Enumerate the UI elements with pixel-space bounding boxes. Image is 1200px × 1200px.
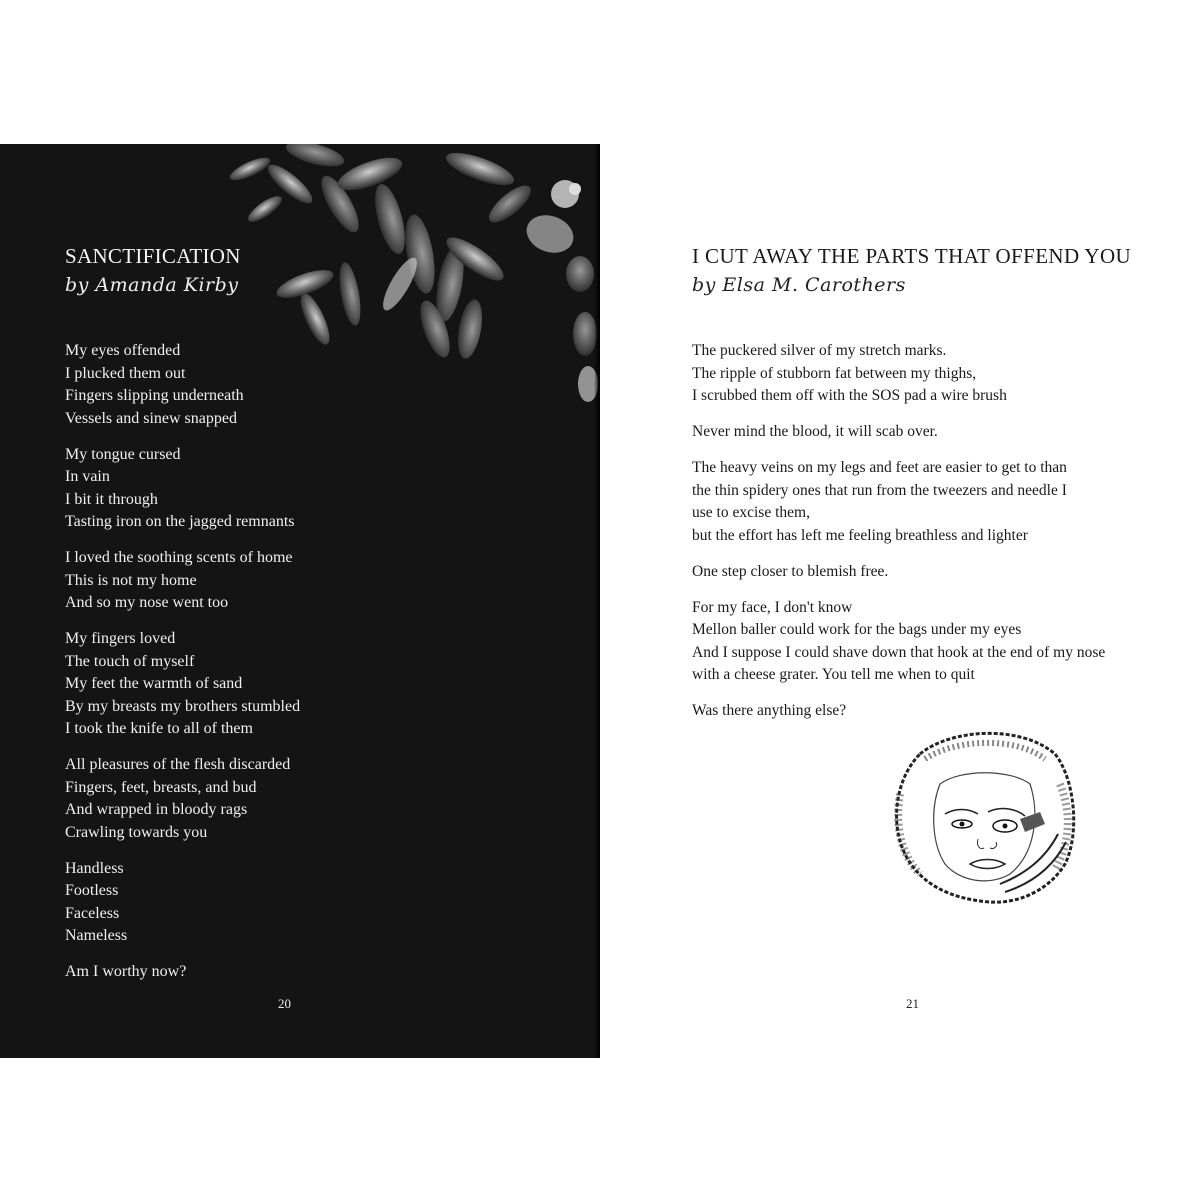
left-page — [0, 144, 600, 1058]
poem-line: Nameless — [65, 927, 128, 944]
stanza — [65, 340, 365, 430]
poem-line: My feet the warmth of sand — [65, 675, 243, 692]
poem-line: with a cheese grater. You tell me when to quit — [692, 666, 975, 683]
poem-line: I plucked them out — [65, 364, 186, 382]
poem-line: My fingers loved — [65, 630, 176, 647]
poem-line: One step closer to blemish free. — [692, 562, 889, 580]
poem-line: Mellon baller could work for the bags under my eyes — [692, 621, 1022, 638]
stanza — [692, 457, 1152, 547]
poem-line: Footless — [65, 882, 119, 899]
poem-line: In vain — [65, 468, 110, 485]
poem-line: Never mind the blood, it will scab over. — [692, 423, 938, 440]
poem-line: Am I worthy now? — [65, 963, 187, 980]
poem-line: And wrapped in bloody rags — [65, 801, 248, 818]
stanza — [65, 547, 365, 615]
stanza — [692, 561, 1152, 584]
poem-line: Was there anything else? — [692, 702, 847, 719]
poem-line: use to excise them, — [692, 504, 810, 521]
poem-line: Fingers slipping underneath — [65, 387, 244, 404]
poem-line: And so my nose went too — [65, 594, 229, 611]
poem-byline: by Elsa M. Carothers — [692, 274, 906, 296]
poem-line: but the effort has left me feeling breathless and lighter — [692, 526, 1028, 544]
poem-line: All pleasures of the flesh discarded — [65, 756, 291, 773]
stanza — [65, 628, 365, 741]
poem-line: Handless — [65, 859, 124, 877]
poem-body — [692, 340, 1152, 736]
poem-line: I loved the soothing scents of home — [65, 549, 293, 566]
page-number: 20 — [278, 996, 291, 1011]
poem-line: My eyes offended — [65, 342, 181, 359]
poem-line: The heavy veins on my legs and feet are easier to get to than — [692, 459, 1067, 476]
stanza — [65, 754, 365, 844]
right-page — [600, 144, 1200, 1058]
poem-line: I took the knife to all of them — [65, 720, 253, 737]
poem-line: The touch of myself — [65, 652, 195, 670]
poem-line: The puckered silver of my stretch marks. — [692, 342, 947, 359]
poem-line: Tasting iron on the jagged remnants — [65, 513, 295, 530]
poem-line: For my face, I don't know — [692, 598, 853, 616]
stanza — [65, 858, 365, 948]
poem-line: Fingers, feet, breasts, and bud — [65, 778, 257, 796]
poem-title: I CUT AWAY THE PARTS THAT OFFEND YOU — [692, 244, 1132, 268]
face-sketch-illustration-icon — [880, 724, 1080, 904]
stanza — [692, 340, 1152, 408]
poem-body — [65, 340, 365, 997]
poem-line: The ripple of stubborn fat between my thighs, — [692, 364, 977, 382]
poem-line: This is not my home — [65, 571, 197, 589]
poem-line: My tongue cursed — [65, 445, 181, 463]
poem-line: I bit it through — [65, 490, 158, 508]
poem-line: the thin spidery ones that run from the tweezers and needle I — [692, 481, 1067, 499]
stanza — [65, 444, 365, 534]
stanza — [65, 961, 365, 984]
stanza — [692, 597, 1152, 687]
poem-line: And I suppose I could shave down that hook at the end of my nose — [692, 643, 1106, 661]
poem-line: I scrubbed them off with the SOS pad a wire brush — [692, 387, 1007, 404]
poem-byline: by Amanda Kirby — [65, 274, 239, 296]
stanza — [692, 421, 1152, 444]
poem-line: By my breasts my brothers stumbled — [65, 697, 301, 715]
page-number: 21 — [906, 996, 919, 1011]
stanza — [692, 700, 1152, 723]
poem-title: SANCTIFICATION — [65, 244, 241, 268]
poem-line: Crawling towards you — [65, 823, 208, 841]
poem-line: Vessels and sinew snapped — [65, 409, 237, 427]
poem-line: Faceless — [65, 904, 120, 922]
